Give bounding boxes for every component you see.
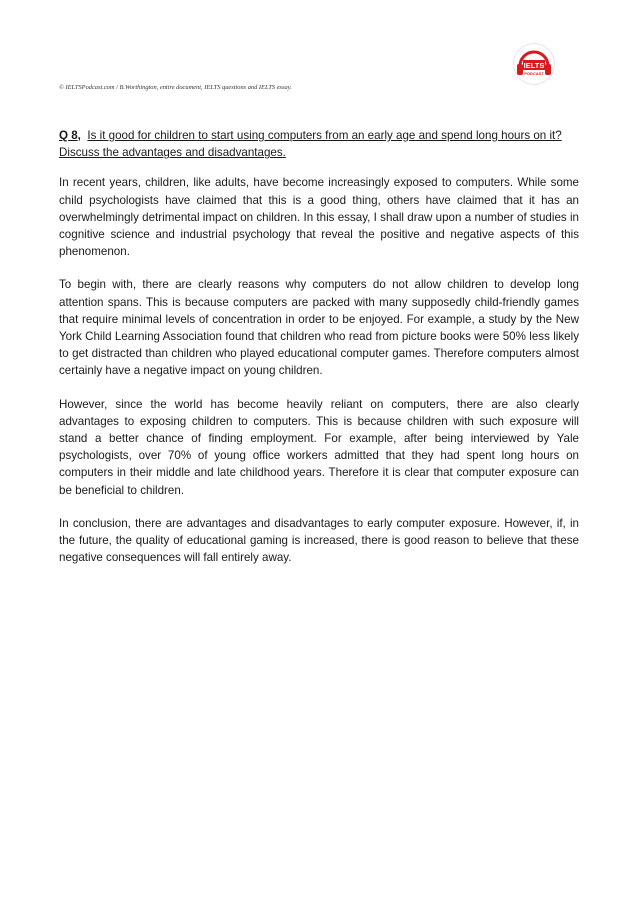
logo-text-top: IELTS [523, 61, 545, 70]
question-number: Q 8, [59, 129, 81, 142]
paragraph-conclusion: In conclusion, there are advantages and disadvantages to early computer exposure. However, if, in the future, the quality of educational gaming is increased, there is good reason to believe that these negative consequences will fall entirely away. [59, 516, 579, 565]
essay-question [59, 127, 579, 161]
logo-text-bottom: PODCAST [524, 71, 544, 76]
paragraph-disadvantages: To begin with, there are clearly reasons why computers do not allow children to develop long attention spans. This is because computers are packed with many supposedly child-friendly games that require minimal levels of concentration in order to be enjoyed. For example, a study by the New York Child Learning Association found that children who read from picture books were 50% less likely to get distracted than children who played educational computer games. Therefore computers almost certainly have a negative impact on young children. [59, 278, 579, 378]
essay-body [59, 127, 579, 582]
ielts-podcast-logo [512, 42, 556, 86]
paragraph-introduction: In recent years, children, like adults, have become increasingly exposed to computers. While some child psychologists have claimed that this is a good thing, others have claimed that it has an overwhelmingly detrimental impact on children. In this essay, I shall draw upon a number of studies in cognitive science and industrial psychology that reveal the positive and negative aspects of this phenomenon. [59, 176, 579, 259]
copyright-notice: © IELTSPodcast.com / B.Worthington, entire document, IELTS questions and IELTS essay. [59, 84, 292, 91]
question-text: Is it good for children to start using computers from an early age and spend long hours on it? Discuss the advantages and disadvantages. [59, 129, 562, 160]
paragraph-advantages: However, since the world has become heavily reliant on computers, there are also clearly advantages to exposing children to computers. This is because children with such exposure will stand a better chance of finding employment. For example, after being interviewed by Yale psychologists, over 70% of young office workers admitted that they had spent long hours on computers in their middle and late childhood years. Therefore it is clear that computer exposure can be beneficial to children. [59, 397, 579, 497]
